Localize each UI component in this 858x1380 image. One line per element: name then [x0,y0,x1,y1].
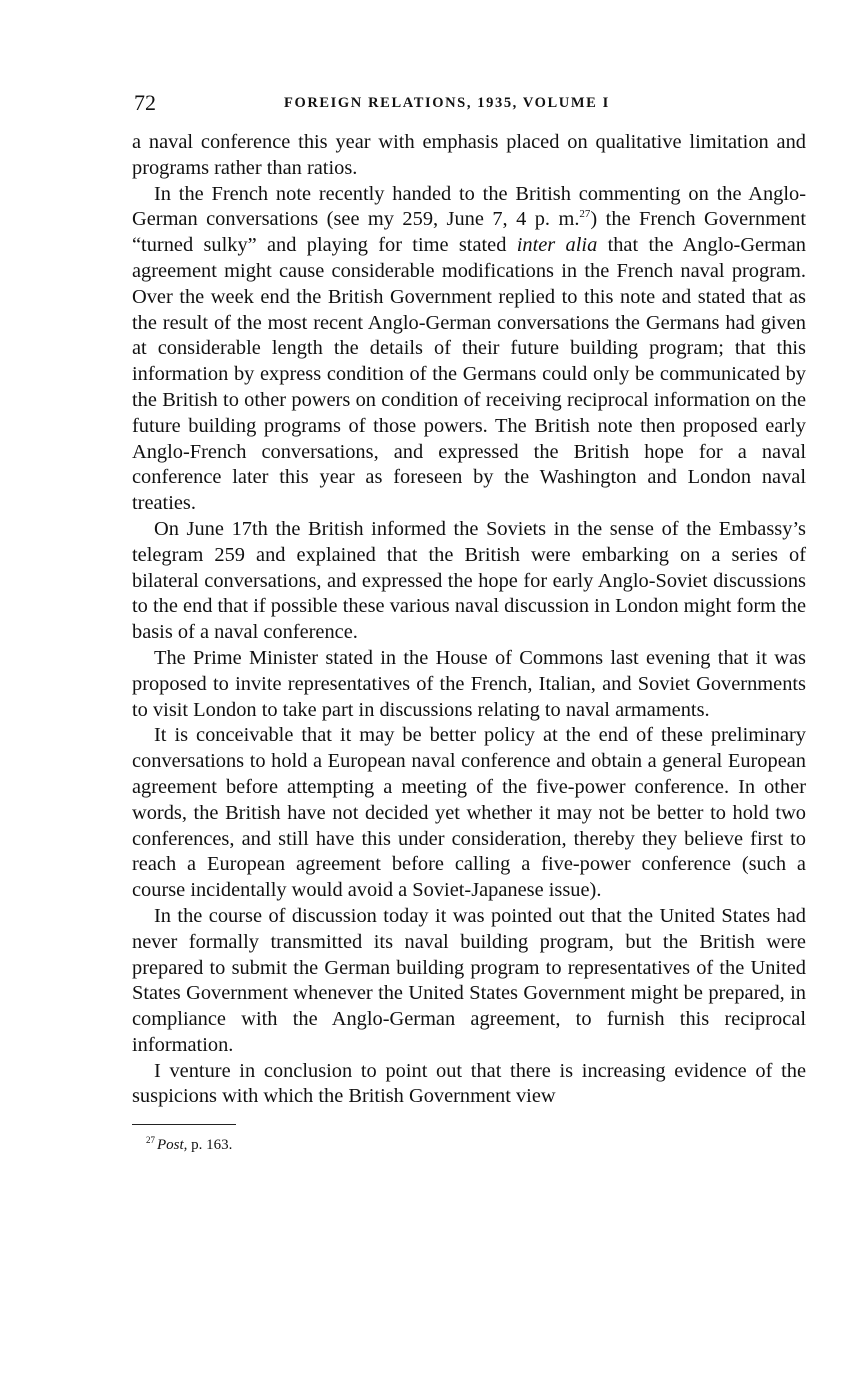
paragraph-2-part-a: In the French note recently handed to the British commenting on the Anglo-German conversations (see my 259, June 7, 4 p. m. [132,182,806,231]
paragraph-6: In the course of discussion today it was pointed out that the United States had never formally transmitted its naval building program, but the British were prepared to submit the German building program to representatives of the United States Government whenever the United States Government might be prepared, in compliance with the Anglo-German agreement, to furnish this reciprocal information. [132,904,806,1056]
paragraph-4: The Prime Minister stated in the House of Commons last evening that it was proposed to invite representatives of the French, Italian, and Soviet Governments to visit London to take part in discussions relating to naval armaments. [132,646,806,721]
footnote-mark: 27 [146,1135,155,1146]
paragraph-5: It is conceivable that it may be better policy at the end of these preliminary conversations to hold a European naval conference and obtain a general European agreement before attempting a meeting of the five-power conference. In other words, the British have not decided yet whether it may not be better to hold two conferences, and still have this under consideration, thereby they believe first to reach a European agreement before calling a five-power conference (such a course incidentally would avoid a Soviet-Japanese issue). [132,724,806,902]
body-text [132,130,806,1110]
paragraph-2 [132,182,806,517]
footnote-divider [132,1124,236,1125]
paragraph-3: On June 17th the British informed the Soviets in the sense of the Embassy’s telegram 259 and explained that the British were embarking on a series of bilateral conversations, and expressed the hope for early Anglo-Soviet discussions to the end that if possible these various naval discussion in London might form the basis of a naval conference. [132,517,806,644]
paragraph-7: I venture in conclusion to point out that there is increasing evidence of the suspicions with which the British Government view [132,1059,806,1108]
paragraph-2-italic: inter alia [516,234,598,257]
footnote-reference: 27 [579,208,591,221]
footnote [146,1137,806,1154]
paragraph-2-part-c: that the Anglo-German agreement might cause considerable modifications in the French naval program. Over the week end the British Government replied to this note and stated that as the result of the most recent Anglo-German conversations the Germans had given at considerable length the details of their future building program; that this information by express condition of the Germans could only be communicated by the British to other powers on condition of receiving reciprocal information on the future building programs of those powers. The British note then proposed early Anglo-French conversations, and expressed the British hope for a naval conference later this year as foreseen by the Washington and London naval treaties. [132,234,806,515]
page-number: 72 [134,90,156,115]
running-head: FOREIGN RELATIONS, 1935, VOLUME I [284,95,610,111]
paragraph-1: a naval conference this year with emphasis placed on qualitative limitation and programs rather than ratios. [132,131,806,179]
footnote-italic: Post, [157,1137,188,1154]
document-page [132,88,806,1154]
footnote-text: p. 163. [187,1137,233,1154]
paragraph-2-part-b: ) the French Government “turned sulky” and playing for time stated [132,208,806,257]
page-header [132,88,806,120]
